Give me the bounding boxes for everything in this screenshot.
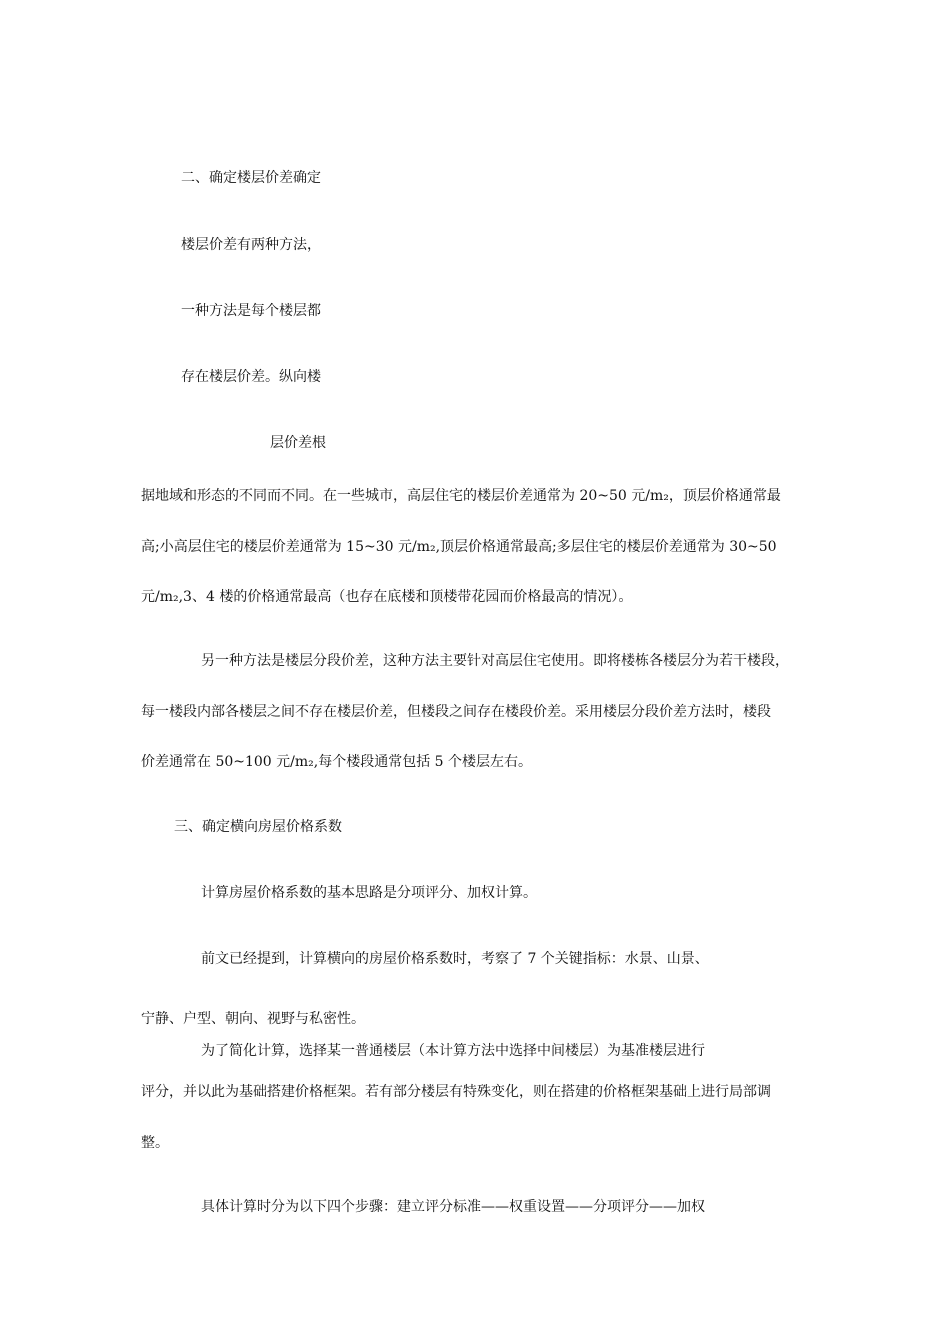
section-3-paragraph: 具体计算时分为以下四个步骤：建立评分标准——权重设置——分项评分——加权 <box>201 1199 705 1215</box>
method-2-line: 价差通常在 50~100 元/m₂,每个楼段通常包括 5 个楼层左右。 <box>141 754 533 770</box>
section-2-intro-line: 楼层价差有两种方法， <box>181 237 321 253</box>
section-3-heading: 三、确定横向房屋价格系数 <box>174 819 342 835</box>
section-3-paragraph: 计算房屋价格系数的基本思路是分项评分、加权计算。 <box>201 885 537 901</box>
section-2-intro-line: 存在楼层价差。纵向楼 <box>181 369 321 385</box>
section-2-intro-line: 层价差根 <box>270 435 326 451</box>
section-2-heading: 二、确定楼层价差确定 <box>181 170 321 186</box>
section-3-paragraph-line: 前文已经提到，计算横向的房屋价格系数时，考察了 7 个关键指标：水景、山景、 <box>201 951 709 967</box>
section-3-paragraph-line: 为了简化计算，选择某一普通楼层（本计算方法中选择中间楼层）为基准楼层进行 <box>201 1043 705 1059</box>
method-2-line: 每一楼段内部各楼层之间不存在楼层价差，但楼段之间存在楼段价差。采用楼层分段价差方法时，楼段 <box>141 704 771 720</box>
method-1-line: 元/m₂,3、4 楼的价格通常最高（也存在底楼和顶楼带花园而价格最高的情况）。 <box>141 589 633 605</box>
section-3-paragraph-line: 评分，并以此为基础搭建价格框架。若有部分楼层有特殊变化，则在搭建的价格框架基础上进行局部调 <box>141 1084 771 1100</box>
method-2-line: 另一种方法是楼层分段价差，这种方法主要针对高层住宅使用。即将楼栋各楼层分为若干楼段， <box>201 653 789 669</box>
section-3-paragraph-line: 宁静、户型、朝向、视野与私密性。 <box>141 1011 365 1027</box>
method-1-line: 高;小高层住宅的楼层价差通常为 15~30 元/m₂,顶层价格通常最高;多层住宅的楼层价差通常为 30~50 <box>141 539 777 555</box>
method-1-line: 据地域和形态的不同而不同。在一些城市，高层住宅的楼层价差通常为 20~50 元/m₂，顶层价格通常最 <box>141 488 781 504</box>
section-2-intro-line: 一种方法是每个楼层都 <box>181 303 321 319</box>
section-3-paragraph-line: 整。 <box>141 1135 169 1151</box>
